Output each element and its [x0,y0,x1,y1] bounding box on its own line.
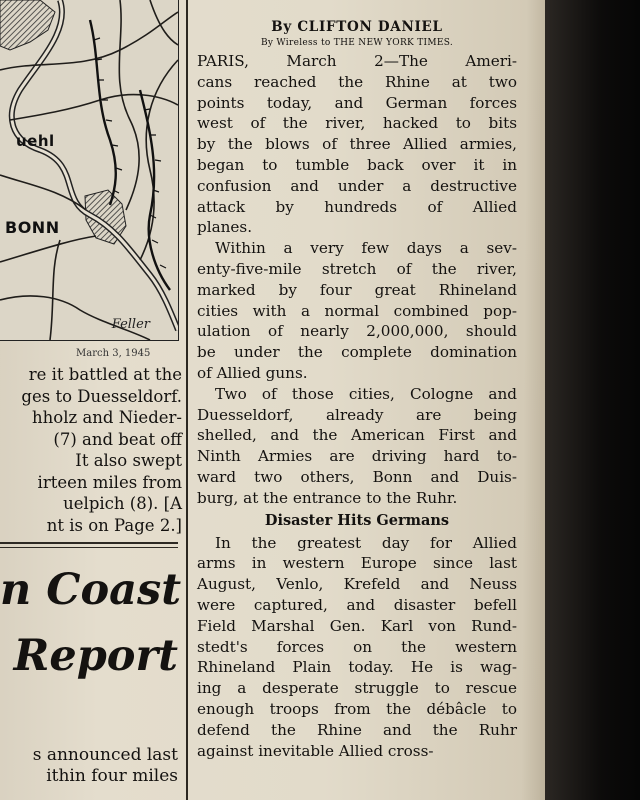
article-line: arms in western Europe since last [197,554,517,573]
column-rule [186,0,188,800]
left-line: ithin four miles [46,766,178,786]
article-line: enough troops from the débâcle to [197,699,517,718]
article-line: Duesseldorf, already are being [197,405,517,424]
map-label-uehl: uehl [16,132,55,150]
article-line: Rhineland Plain today. He is wag- [197,658,517,677]
page-gutter [545,0,640,800]
map-label-bonn: BONN [5,218,60,237]
article-line: marked by four great Rhineland [197,280,517,299]
article-line: were captured, and disaster befell [197,595,517,614]
left-line: nt is on Page 2.] [46,515,182,535]
map-caption: March 3, 1945 [76,348,151,359]
left-bottom-text [0,745,178,787]
article-body [197,51,517,509]
left-line: irteen miles from [37,472,182,492]
headline-line: n Coast [0,565,182,615]
article-line: August, Venlo, Krefeld and Neuss [197,575,517,594]
left-line: s announced last [32,745,178,765]
article-column [197,18,517,761]
byline: By CLIFTON DANIEL [271,19,443,35]
article-line: of Allied guns. [197,363,308,382]
article-line: In the greatest day for Allied [215,533,517,552]
article-line: burg, at the entrance to the Ruhr. [197,488,458,507]
article-line: ulation of nearly 2,000,000, should [197,322,517,341]
article-line: cities with a normal combined pop- [197,301,517,320]
article-line: west of the river, hacked to bits [197,114,517,133]
map-signature: Feller [111,317,150,332]
left-line: re it battled at the [28,365,182,384]
article-line: Within a very few days a sev- [215,239,517,258]
article-line: by the blows of three Allied armies, [197,135,517,154]
article-line: shelled, and the American First and [197,426,517,445]
article-line: stedt's forces on the western [197,637,517,656]
battle-map [0,0,179,341]
subhead: Disaster Hits Germans [264,511,450,529]
article-line: Field Marshal Gen. Karl von Rund- [197,616,517,635]
article-line: ward two others, Bonn and Duis- [197,467,517,486]
section-divider [0,547,178,548]
wire-credit: By Wireless to THE NEW YORK TIMES. [260,38,454,48]
article-line: against inevitable Allied cross- [197,741,434,760]
article-line: Ninth Armies are driving hard to- [197,447,517,466]
article-line: planes. [197,218,253,237]
left-column-text [0,364,182,536]
article-line: confusion and under a destructive [197,176,517,195]
left-line: hholz and Nieder- [32,408,182,427]
article-line: PARIS, March 2—The Ameri- [197,52,517,70]
article-line: ing a desperate struggle to rescue [197,679,517,698]
left-line: It also swept [75,451,182,470]
headline-line: Report [13,631,178,681]
article-line: attack by hundreds of Allied [197,197,517,216]
article-line: began to tumble back over it in [197,155,517,174]
map-drawing [0,0,178,340]
article-line: defend the Rhine and the Ruhr [197,720,517,739]
article-line: points today, and German forces [197,93,517,112]
article-line: cans reached the Rhine at two [197,72,517,91]
article-body-continued [197,533,517,762]
left-line: ges to Duesseldorf. [21,386,182,406]
left-line: uelpich (8). [A [63,494,182,513]
article-line: be under the complete domination [197,343,517,362]
section-divider [0,542,178,544]
left-line: (7) and beat off [53,429,182,449]
article-line: enty-five-mile stretch of the river, [197,259,517,278]
article-line: Two of those cities, Cologne and [215,384,517,403]
